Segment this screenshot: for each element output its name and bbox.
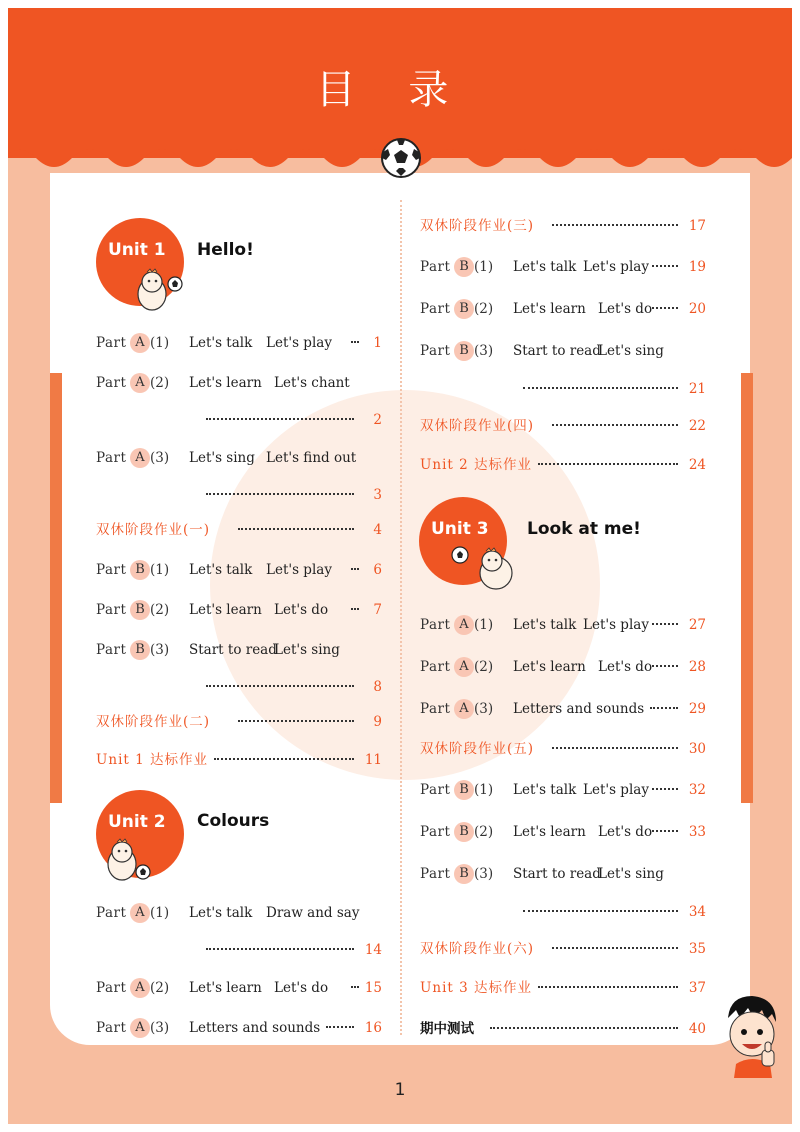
dot-leader bbox=[538, 986, 678, 988]
dot-leader bbox=[326, 1026, 354, 1028]
page-number-ref: 11 bbox=[364, 752, 382, 768]
dot-leader bbox=[351, 986, 359, 988]
part-letter-badge: A bbox=[130, 448, 150, 468]
toc-entry[interactable] bbox=[420, 416, 706, 436]
part-letter-badge: A bbox=[130, 333, 150, 353]
unit-2-title: Colours bbox=[197, 811, 270, 831]
activity-name: Let's chant bbox=[274, 375, 350, 391]
dot-leader bbox=[214, 758, 354, 760]
dot-leader bbox=[538, 463, 678, 465]
part-letter-badge: A bbox=[454, 657, 474, 677]
dot-leader bbox=[652, 665, 678, 667]
activity-name: Let's learn bbox=[189, 375, 262, 391]
page-number-ref: 37 bbox=[688, 980, 706, 996]
part-letter-badge: B bbox=[130, 560, 150, 580]
part-label: Part bbox=[96, 335, 127, 351]
toc-entry[interactable] bbox=[96, 750, 382, 770]
activity-name: Let's sing bbox=[598, 866, 664, 882]
section-number: (2) bbox=[150, 375, 170, 391]
page-number-ref: 14 bbox=[364, 942, 382, 958]
unit-3-title: Look at me! bbox=[527, 519, 641, 539]
dot-leader bbox=[523, 910, 678, 912]
unit-1-label: Unit 1 bbox=[108, 240, 166, 260]
part-label: Part bbox=[420, 866, 451, 882]
toc-entry-continuation bbox=[420, 379, 706, 399]
page-number-ref: 40 bbox=[688, 1021, 706, 1037]
activity-name: Let's talk bbox=[513, 617, 577, 633]
dot-leader bbox=[652, 307, 678, 309]
dot-leader bbox=[351, 608, 359, 610]
dot-leader bbox=[238, 528, 354, 530]
section-number: (3) bbox=[474, 701, 494, 717]
section-number: (2) bbox=[474, 301, 494, 317]
activity-name: Draw and say bbox=[266, 905, 360, 921]
unit-1-title: Hello! bbox=[197, 240, 254, 260]
activity-name: Let's learn bbox=[189, 980, 262, 996]
section-heading: Unit 3 达标作业 bbox=[420, 980, 532, 996]
activity-name: Let's talk bbox=[189, 335, 253, 351]
part-label: Part bbox=[420, 659, 451, 675]
part-letter-badge: B bbox=[454, 257, 474, 277]
page-number-ref: 29 bbox=[688, 701, 706, 717]
page-number-ref: 30 bbox=[688, 741, 706, 757]
dot-leader bbox=[206, 418, 354, 420]
activity-name: Let's play bbox=[266, 335, 332, 351]
part-letter-badge: A bbox=[454, 699, 474, 719]
dot-leader bbox=[652, 265, 678, 267]
part-letter-badge: B bbox=[454, 780, 474, 800]
part-label: Part bbox=[96, 602, 127, 618]
page-number-ref: 20 bbox=[688, 301, 706, 317]
dot-leader bbox=[552, 224, 678, 226]
toc-entry[interactable] bbox=[420, 341, 706, 361]
section-number: (1) bbox=[474, 782, 494, 798]
page-number-ref: 8 bbox=[373, 679, 382, 695]
toc-entry-continuation bbox=[96, 677, 382, 697]
activity-name: Let's play bbox=[583, 782, 649, 798]
unit-3-label: Unit 3 bbox=[431, 519, 489, 539]
dot-leader bbox=[206, 493, 354, 495]
section-number: (3) bbox=[150, 1020, 170, 1036]
column-divider bbox=[400, 200, 402, 1035]
dot-leader bbox=[650, 707, 678, 709]
activity-name: Let's do bbox=[274, 602, 329, 618]
dot-leader bbox=[490, 1027, 678, 1029]
toc-entry[interactable] bbox=[96, 978, 382, 998]
part-label: Part bbox=[96, 980, 127, 996]
part-letter-badge: B bbox=[454, 864, 474, 884]
left-side-strip bbox=[50, 373, 62, 803]
dot-leader bbox=[351, 568, 359, 570]
activity-name: Let's do bbox=[598, 824, 653, 840]
part-letter-badge: A bbox=[130, 373, 150, 393]
part-label: Part bbox=[420, 782, 451, 798]
activity-name: Let's do bbox=[274, 980, 329, 996]
toc-entry-continuation bbox=[96, 940, 382, 960]
page-number-ref: 24 bbox=[688, 457, 706, 473]
toc-entry[interactable] bbox=[96, 448, 382, 468]
section-heading: 双休阶段作业(三) bbox=[420, 218, 535, 234]
page-number-ref: 33 bbox=[688, 824, 706, 840]
section-heading: 双休阶段作业(五) bbox=[420, 741, 535, 757]
dinosaur-with-ball-icon bbox=[450, 545, 520, 593]
activity-name: Let's sing bbox=[598, 343, 664, 359]
part-letter-badge: A bbox=[130, 978, 150, 998]
section-number: (3) bbox=[474, 866, 494, 882]
dot-leader bbox=[552, 424, 678, 426]
activity-name: Letters and sounds bbox=[189, 1020, 321, 1036]
activity-name: Let's learn bbox=[513, 824, 586, 840]
dot-leader bbox=[652, 788, 678, 790]
section-number: (1) bbox=[474, 617, 494, 633]
activity-name: Let's do bbox=[598, 659, 653, 675]
dot-leader bbox=[552, 747, 678, 749]
page-number: 1 bbox=[394, 1080, 406, 1100]
page-number-ref: 34 bbox=[688, 904, 706, 920]
page-title: 目 录 bbox=[315, 67, 469, 113]
toc-entry[interactable] bbox=[96, 333, 382, 353]
activity-name: Let's find out bbox=[266, 450, 357, 466]
toc-entry-continuation bbox=[96, 485, 382, 505]
part-label: Part bbox=[96, 1020, 127, 1036]
toc-entry[interactable] bbox=[420, 299, 706, 319]
toc-entry[interactable] bbox=[96, 903, 382, 923]
part-label: Part bbox=[96, 562, 127, 578]
part-letter-badge: A bbox=[130, 903, 150, 923]
section-heading: Unit 1 达标作业 bbox=[96, 752, 208, 768]
part-letter-badge: B bbox=[130, 600, 150, 620]
dot-leader bbox=[238, 720, 354, 722]
dot-leader bbox=[351, 341, 359, 343]
toc-entry[interactable] bbox=[420, 978, 706, 998]
unit-2-label: Unit 2 bbox=[108, 812, 166, 832]
toc-entry[interactable] bbox=[420, 699, 706, 719]
section-number: (2) bbox=[150, 602, 170, 618]
toc-entry[interactable] bbox=[420, 822, 706, 842]
toc-entry[interactable] bbox=[420, 257, 706, 277]
part-label: Part bbox=[96, 375, 127, 391]
activity-name: Let's talk bbox=[513, 782, 577, 798]
part-label: Part bbox=[96, 450, 127, 466]
activity-name: Let's learn bbox=[189, 602, 262, 618]
section-number: (3) bbox=[150, 450, 170, 466]
toc-entry[interactable] bbox=[420, 216, 706, 236]
section-number: (1) bbox=[150, 905, 170, 921]
section-number: (3) bbox=[474, 343, 494, 359]
page-number-ref: 2 bbox=[373, 412, 382, 428]
activity-name: Let's sing bbox=[189, 450, 255, 466]
part-label: Part bbox=[96, 905, 127, 921]
toc-entry-continuation bbox=[96, 410, 382, 430]
page-number-ref: 7 bbox=[373, 602, 382, 618]
dinosaur-with-ball-icon bbox=[130, 268, 188, 314]
section-number: (2) bbox=[150, 980, 170, 996]
section-heading: 双休阶段作业(一) bbox=[96, 522, 211, 538]
page-number-ref: 21 bbox=[688, 381, 706, 397]
page-number-ref: 1 bbox=[373, 335, 382, 351]
toc-entry[interactable] bbox=[420, 780, 706, 800]
page-number-ref: 15 bbox=[364, 980, 382, 996]
toc-entry[interactable] bbox=[420, 864, 706, 884]
part-label: Part bbox=[420, 701, 451, 717]
activity-name: Let's talk bbox=[189, 562, 253, 578]
part-letter-badge: B bbox=[130, 640, 150, 660]
activity-name: Let's talk bbox=[189, 905, 253, 921]
page-number-ref: 28 bbox=[688, 659, 706, 675]
toc-entry[interactable] bbox=[420, 939, 706, 959]
activity-name: Let's learn bbox=[513, 659, 586, 675]
page-number-ref: 9 bbox=[373, 714, 382, 730]
activity-name: Start to read bbox=[513, 343, 601, 359]
dot-leader bbox=[652, 830, 678, 832]
part-letter-badge: A bbox=[454, 615, 474, 635]
activity-name: Let's sing bbox=[274, 642, 340, 658]
page-number-ref: 17 bbox=[688, 218, 706, 234]
section-number: (2) bbox=[474, 659, 494, 675]
dot-leader bbox=[552, 947, 678, 949]
activity-name: Start to read bbox=[189, 642, 277, 658]
section-number: (1) bbox=[150, 335, 170, 351]
dot-leader bbox=[206, 948, 354, 950]
toc-entry[interactable] bbox=[420, 455, 706, 475]
page-number-ref: 16 bbox=[364, 1020, 382, 1036]
page-number-ref: 6 bbox=[373, 562, 382, 578]
toc-entry[interactable] bbox=[420, 657, 706, 677]
section-heading: 双休阶段作业(二) bbox=[96, 714, 211, 730]
part-label: Part bbox=[420, 343, 451, 359]
dot-leader bbox=[523, 387, 678, 389]
section-heading: 双休阶段作业(四) bbox=[420, 418, 535, 434]
soccer-ball-icon bbox=[380, 137, 422, 179]
part-letter-badge: B bbox=[454, 822, 474, 842]
page-number-ref: 22 bbox=[688, 418, 706, 434]
activity-name: Letters and sounds bbox=[513, 701, 645, 717]
part-label: Part bbox=[96, 642, 127, 658]
section-heading: 双休阶段作业(六) bbox=[420, 941, 535, 957]
toc-entry[interactable] bbox=[96, 600, 382, 620]
right-side-strip bbox=[741, 373, 753, 803]
section-heading: 期中测试 bbox=[420, 1021, 474, 1037]
part-label: Part bbox=[420, 824, 451, 840]
activity-name: Let's play bbox=[583, 617, 649, 633]
part-label: Part bbox=[420, 301, 451, 317]
page-number-ref: 19 bbox=[688, 259, 706, 275]
thumbs-up-boy-icon bbox=[718, 992, 786, 1078]
toc-entry[interactable] bbox=[420, 615, 706, 635]
section-number: (2) bbox=[474, 824, 494, 840]
part-label: Part bbox=[420, 259, 451, 275]
section-number: (1) bbox=[150, 562, 170, 578]
toc-entry-continuation bbox=[420, 902, 706, 922]
part-letter-badge: B bbox=[454, 299, 474, 319]
toc-entry[interactable] bbox=[420, 739, 706, 759]
part-label: Part bbox=[420, 617, 451, 633]
activity-name: Start to read bbox=[513, 866, 601, 882]
page-number-ref: 3 bbox=[373, 487, 382, 503]
toc-entry[interactable] bbox=[96, 1018, 382, 1038]
page-number-ref: 27 bbox=[688, 617, 706, 633]
page-number-ref: 35 bbox=[688, 941, 706, 957]
page-number-ref: 4 bbox=[373, 522, 382, 538]
section-number: (3) bbox=[150, 642, 170, 658]
part-letter-badge: B bbox=[454, 341, 474, 361]
toc-entry[interactable] bbox=[96, 640, 382, 660]
dot-leader bbox=[652, 623, 678, 625]
toc-entry[interactable] bbox=[420, 1019, 706, 1039]
activity-name: Let's learn bbox=[513, 301, 586, 317]
dot-leader bbox=[206, 685, 354, 687]
page-number-ref: 32 bbox=[688, 782, 706, 798]
part-letter-badge: A bbox=[130, 1018, 150, 1038]
activity-name: Let's do bbox=[598, 301, 653, 317]
toc-entry[interactable] bbox=[96, 373, 382, 393]
activity-name: Let's play bbox=[266, 562, 332, 578]
section-heading: Unit 2 达标作业 bbox=[420, 457, 532, 473]
activity-name: Let's play bbox=[583, 259, 649, 275]
toc-entry[interactable] bbox=[96, 520, 382, 540]
activity-name: Let's talk bbox=[513, 259, 577, 275]
toc-entry[interactable] bbox=[96, 712, 382, 732]
dinosaur-with-ball-icon bbox=[100, 838, 158, 884]
toc-entry[interactable] bbox=[96, 560, 382, 580]
section-number: (1) bbox=[474, 259, 494, 275]
